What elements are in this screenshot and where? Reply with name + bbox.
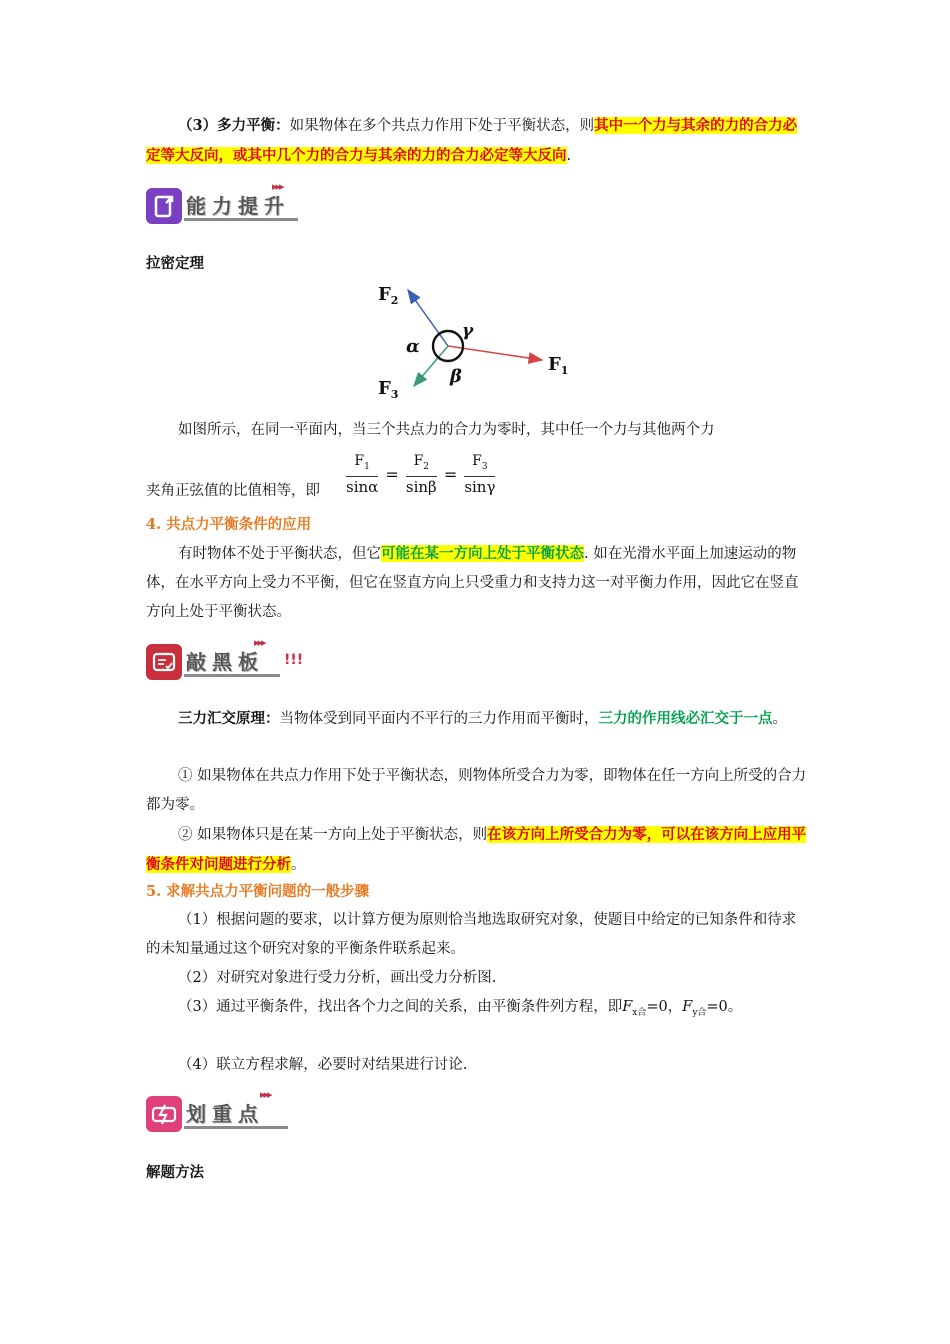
blackboard-badge — [146, 636, 316, 680]
three-force-green: 三力的作用线必汇交于一点 — [598, 710, 773, 727]
lami-formula-line — [146, 452, 808, 502]
blackboard-badge-icon — [146, 644, 182, 680]
lami-formula — [344, 452, 497, 497]
condition-2 — [146, 820, 808, 880]
ability-badge-icon — [146, 188, 182, 224]
multi-force-paragraph — [146, 111, 808, 171]
three-force-paragraph — [146, 704, 808, 734]
fy-symbol: F — [682, 999, 693, 1015]
step-4: （4）联立方程求解，必要时对结果进行讨论. — [178, 1057, 468, 1073]
three-force-end: 。 — [772, 711, 787, 727]
section-4-text-2: . 如在光滑水平面上加速运动的物体，在水平方向上受力不平衡，但它在竖直方向上只受重力和支持力这一对平衡力作用，因此它在竖直方向上处于平衡状态。 — [146, 546, 799, 620]
multi-force-highlight: 其中一个力与其余的力的合力必定等大反向，或其中几个力的合力与其余的力的合力必定等大反向 — [146, 117, 798, 164]
label-gamma: γ — [462, 321, 474, 341]
step-3-eq1: =0， — [646, 999, 683, 1015]
blackboard-badge-arrows: ▸▸▸ — [254, 636, 265, 649]
blackboard-badge-underline — [184, 674, 280, 677]
fy-subscript: y合 — [692, 1007, 707, 1018]
step-1: （1）根据问题的要求，以计算方便为原则恰当地选取研究对象，使题目中给定的已知条件和待求的未知量通过这个研究对象的平衡条件联系起来。 — [146, 912, 797, 957]
keypoint-badge-arrows: ▸▸▸ — [260, 1088, 271, 1101]
blackboard-badge-exclaim: !!! — [284, 652, 304, 668]
keypoint-badge-underline — [184, 1126, 288, 1129]
label-alpha: α — [406, 336, 420, 357]
lami-title: 拉密定理 — [146, 255, 204, 272]
label-f3: $F_3$ — [378, 378, 399, 401]
section-4-paragraph — [146, 539, 808, 627]
condition-2-text: ② 如果物体只是在某一方向上处于平衡状态，则 — [178, 827, 488, 843]
ability-badge-label: 能力提升 — [186, 194, 290, 218]
label-f2: $F_2$ — [378, 284, 399, 307]
label-beta: β — [450, 366, 462, 387]
fx-symbol: F — [622, 999, 633, 1015]
blackboard-badge-label: 敲黑板 — [186, 650, 264, 674]
three-force-text: 当物体受到同平面内不平行的三力作用而平衡时， — [279, 711, 599, 727]
step-3-text: （3）通过平衡条件，找出各个力之间的关系，由平衡条件列方程，即 — [178, 999, 623, 1015]
section-5-heading: 5. 求解共点力平衡问题的一般步骤 — [146, 883, 370, 900]
keypoint-badge — [146, 1088, 306, 1132]
ability-badge-underline — [184, 218, 298, 221]
ability-badge — [146, 180, 306, 224]
force-diagram — [370, 282, 590, 404]
condition-2-highlight: 在该方向上所受合力为零，可以在该方向上应用平衡条件对问题进行分析 — [146, 826, 807, 873]
fx-subscript: x合 — [632, 1007, 647, 1018]
keypoint-badge-label: 划重点 — [186, 1102, 264, 1126]
formula-term-2: $\frac{F_2}{\sin\beta}$ — [405, 453, 437, 496]
formula-term-1: $\frac{F_1}{\sin\alpha}$ — [346, 453, 379, 496]
step-3 — [146, 993, 808, 1028]
formula-term-3: $\frac{F_3}{\sin\gamma}$ — [464, 453, 496, 496]
condition-2-end: 。 — [291, 857, 306, 873]
label-f1: $F_1$ — [548, 354, 569, 377]
section-4-highlight: 可能在某一方向上处于平衡状态 — [381, 545, 584, 562]
section-4-heading: 4. 共点力平衡条件的应用 — [146, 516, 312, 533]
method-title: 解题方法 — [146, 1164, 204, 1181]
multi-force-text: 如果物体在多个共点力作用下处于平衡状态，则 — [289, 118, 595, 134]
step-2: （2）对研究对象进行受力分析，画出受力分析图. — [178, 970, 497, 986]
step-3-eq2: =0。 — [706, 999, 743, 1015]
lami-desc-2: 夹角正弦值的比值相等，即 — [146, 483, 320, 499]
formula-equals-1: = — [385, 464, 399, 484]
multi-force-end: . — [566, 148, 572, 164]
formula-equals-2: = — [443, 464, 458, 484]
keypoint-badge-icon — [146, 1096, 182, 1132]
section-4-text-1: 有时物体不处于平衡状态，但它 — [178, 546, 381, 562]
condition-1: ① 如果物体在共点力作用下处于平衡状态，则物体所受合力为零，即物体在任一方向上所受的合力都为零。 — [146, 768, 807, 813]
ability-badge-arrows: ▸▸▸ — [272, 180, 283, 193]
lami-desc-1: 如图所示，在同一平面内，当三个共点力的合力为零时，其中任一个力与其他两个力 — [178, 422, 715, 438]
three-force-label: 三力汇交原理： — [178, 710, 280, 727]
multi-force-label: （3）多力平衡： — [178, 117, 290, 134]
